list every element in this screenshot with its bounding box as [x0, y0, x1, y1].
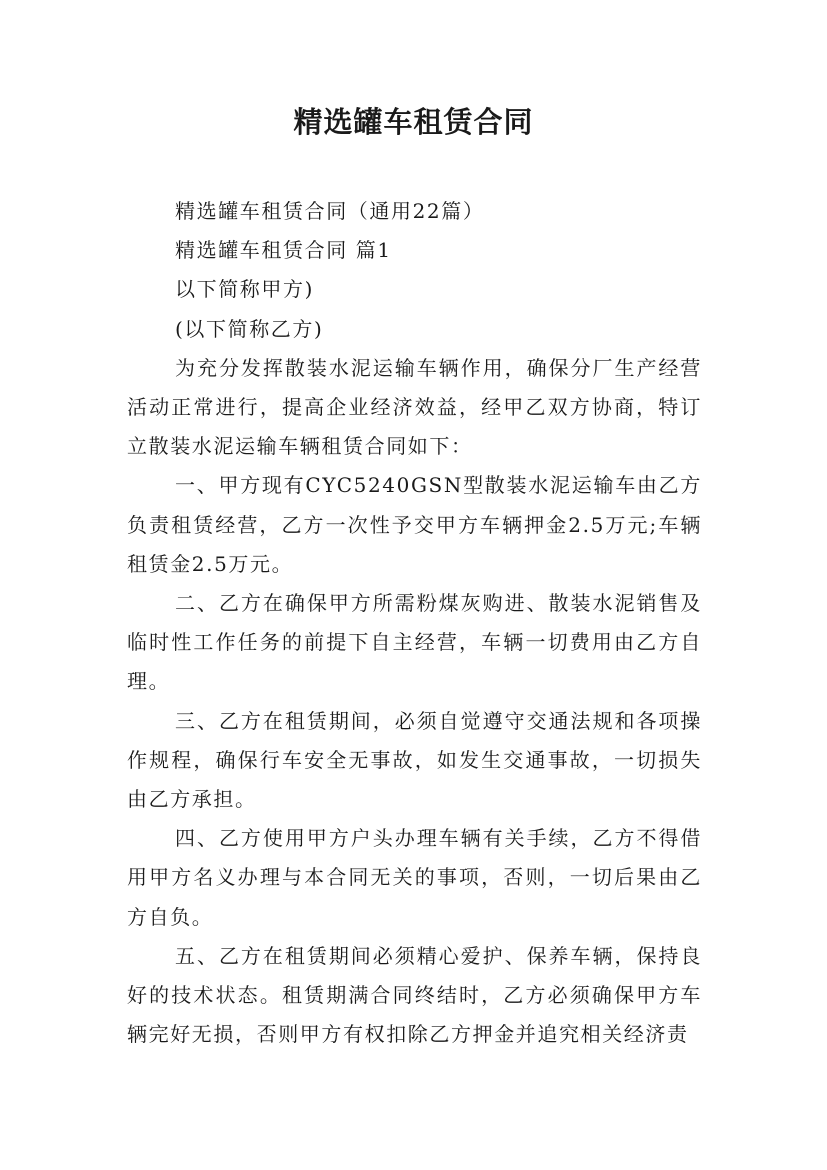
party-b-line: (以下简称乙方) — [175, 316, 324, 341]
subtitle-line: 精选罐车租赁合同（通用22篇） — [175, 199, 485, 223]
clause-3-paragraph: 三、乙方在租赁期间，必须自觉遵守交通法规和各项操作规程，确保行车安全无事故，如发生交通事故，一切损失由乙方承担。 — [127, 708, 702, 812]
section-heading: 精选罐车租赁合同 篇1 — [175, 238, 392, 263]
clause-1-paragraph: 一、甲方现有CYC5240GSN型散装水泥运输车由乙方负责租赁经营，乙方一次性予交甲方车辆押金2.5万元;车辆租赁金2.5万元。 — [127, 473, 702, 576]
party-a-line: 以下简称甲方) — [175, 277, 315, 302]
clause-5-paragraph: 五、乙方在租赁期间必须精心爱护、保养车辆，保持良好的技术状态。租赁期满合同终结时，乙方必须确保甲方车辆完好无损，否则甲方有权扣除乙方押金并追究相关经济责 — [127, 943, 702, 1047]
document-body — [127, 192, 702, 1054]
document-title: 精选罐车租赁合同 — [293, 105, 534, 139]
clause-4-paragraph: 四、乙方使用甲方户头办理车辆有关手续，乙方不得借用甲方名义办理与本合同无关的事项，否则，一切后果由乙方自负。 — [127, 826, 702, 929]
clause-2-paragraph: 二、乙方在确保甲方所需粉煤灰购进、散装水泥销售及临时性工作任务的前提下自主经营，车辆一切费用由乙方自理。 — [127, 591, 702, 694]
preamble-paragraph: 为充分发挥散装水泥运输车辆作用，确保分厂生产经营活动正常进行，提高企业经济效益，经甲乙双方协商，特订立散装水泥运输车辆租赁合同如下： — [127, 355, 702, 459]
